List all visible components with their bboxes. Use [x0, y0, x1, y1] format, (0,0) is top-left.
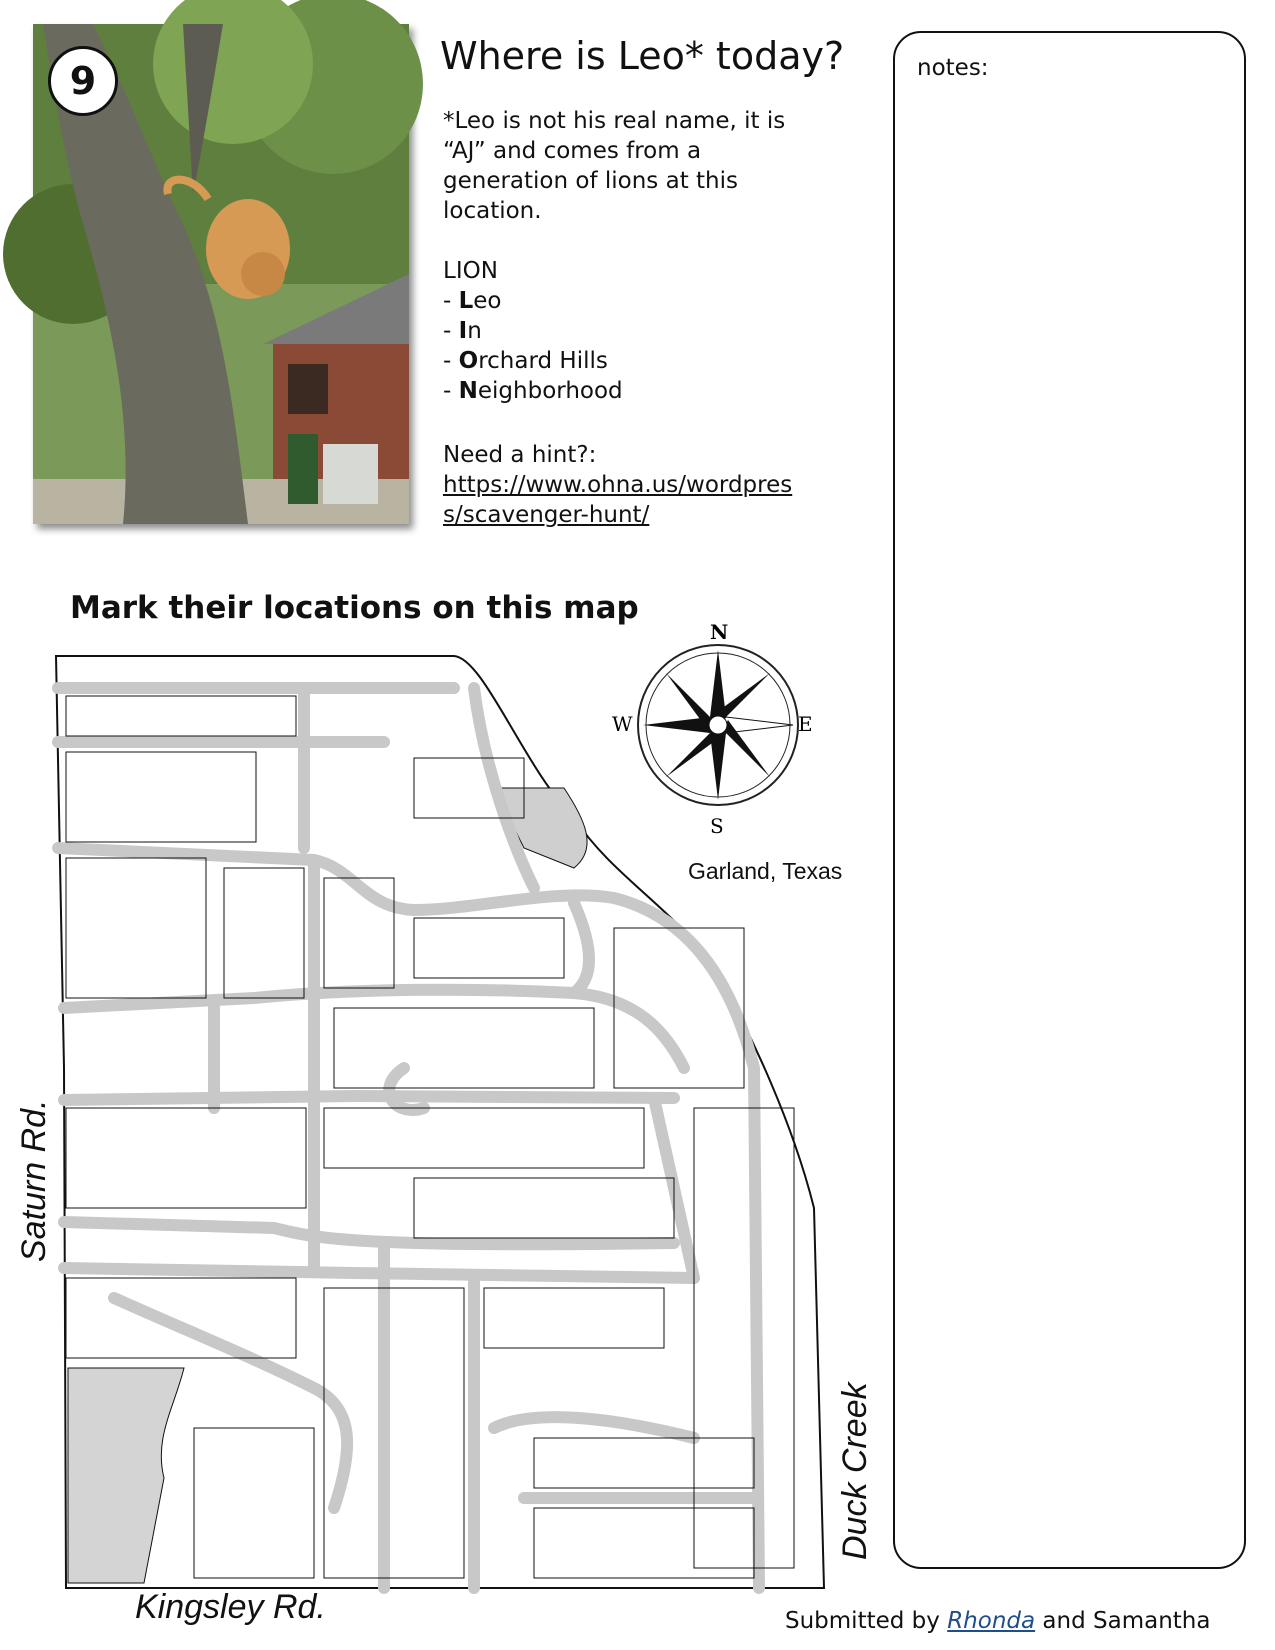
credit-line: Submitted by Rhonda and Samantha	[785, 1608, 1211, 1634]
compass-south: S	[710, 814, 724, 838]
description	[443, 106, 803, 226]
acronym-line: - Leo	[443, 288, 502, 314]
map-location-label: Garland, Texas	[688, 858, 843, 884]
road-label-east: Duck Creek	[836, 1382, 874, 1560]
acronym-word: LION	[443, 258, 498, 284]
notes-box[interactable]	[893, 31, 1246, 1569]
credit-link-rhonda[interactable]: Rhonda	[947, 1608, 1036, 1634]
acronym-line: - In	[443, 318, 482, 344]
hint-link[interactable]: https://www.ohna.us/wordpress/scavenger-hunt/	[443, 472, 793, 528]
hint-section	[443, 440, 803, 530]
clue-number: 9	[69, 59, 97, 103]
clue-number-badge	[48, 46, 118, 116]
description-text: *Leo is not his real name, it is “AJ” and comes from a generation of lions at this location.	[443, 108, 786, 224]
compass-rose-icon	[608, 615, 813, 838]
notes-label: notes:	[917, 55, 989, 81]
road-label-south: Kingsley Rd.	[135, 1588, 326, 1626]
hint-label: Need a hint?:	[443, 442, 597, 468]
map-heading: Mark their locations on this map	[70, 590, 639, 626]
compass-east: E	[798, 712, 813, 736]
page-title: Where is Leo* today?	[440, 34, 845, 78]
acronym-line: - Neighborhood	[443, 378, 623, 404]
acronym-line: - Orchard Hills	[443, 348, 608, 374]
acronym-list	[443, 256, 623, 406]
compass-west: W	[612, 712, 633, 736]
road-label-west: Saturn Rd.	[15, 1099, 53, 1262]
compass-north: N	[710, 620, 729, 644]
